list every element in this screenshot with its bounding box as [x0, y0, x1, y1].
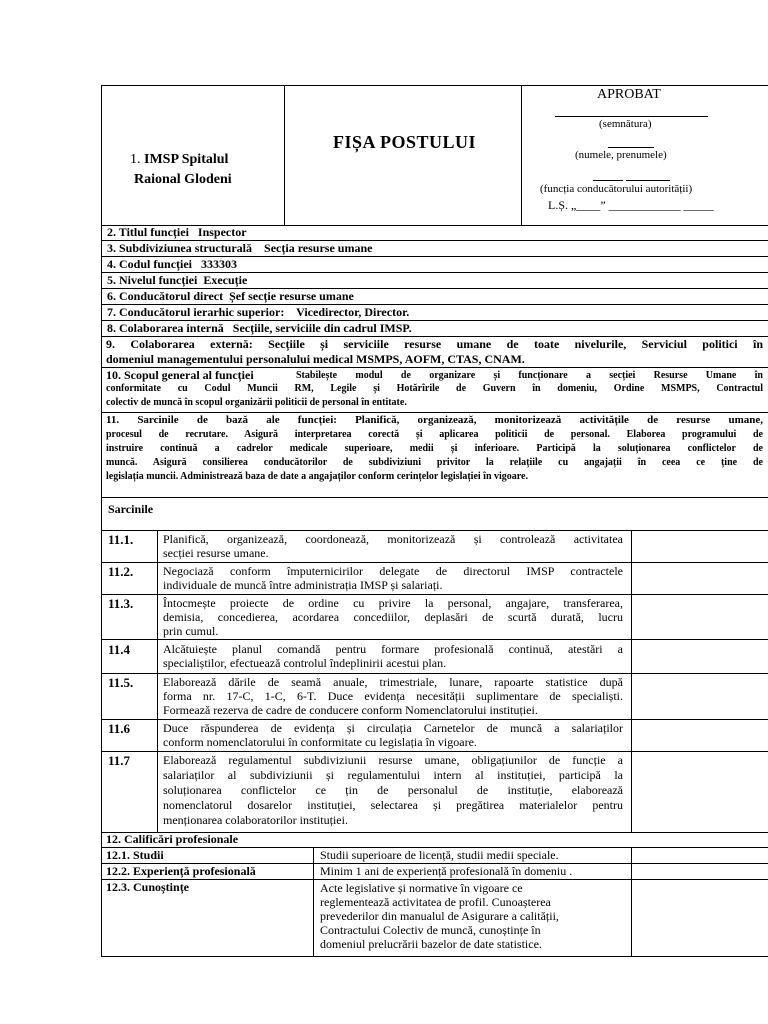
studies-label: 12.1. Studii	[106, 848, 164, 862]
function-line-2	[626, 180, 670, 181]
task-num-divider	[157, 530, 158, 832]
task-number: 11.4	[108, 642, 131, 657]
qualifications-header: 12. Calificări profesionale	[106, 832, 239, 846]
row-line	[101, 594, 768, 595]
task-number: 11.6	[108, 721, 131, 736]
names-line	[608, 147, 654, 148]
task-extra-divider	[631, 530, 632, 832]
experience-label: 12.2. Experiență profesională	[106, 864, 256, 878]
row-line	[101, 879, 768, 880]
institution-number: 1.	[130, 152, 141, 167]
task-number: 11.3.	[108, 596, 134, 611]
row-line	[101, 719, 768, 720]
signature-line	[555, 116, 708, 117]
table-border-bottom	[101, 956, 768, 957]
experience-value: Minim 1 ani de experiență profesională în domeniu .	[320, 864, 573, 878]
task-number: 11.5.	[108, 675, 134, 690]
row-direct-manager: 6. Conducătorul direct Șef secție resurse umane	[107, 289, 354, 303]
task-number: 11.1.	[108, 532, 134, 547]
row-superior-manager: 7. Conducătorul ierarhic superior: Vicedirector, Director.	[107, 305, 410, 319]
row-internal-collaboration: 8. Colaborarea internă Secțiile, serviciile din cadrul IMSP.	[107, 321, 412, 335]
row-job-title: 2. Titlul funcției Inspector	[107, 225, 247, 239]
approved-label: APROBAT	[597, 87, 661, 102]
studies-value: Studii superioare de licență, studii medii speciale.	[320, 848, 559, 862]
row-function-code: 4. Codul funcției 333303	[107, 257, 238, 271]
task-number: 11.7	[108, 753, 131, 768]
header-divider-1	[284, 85, 285, 225]
names-caption: (numele, prenumele)	[575, 149, 667, 161]
row-line	[101, 336, 768, 337]
signature-caption: (semnătura)	[599, 118, 652, 130]
row-line	[101, 412, 768, 413]
page-title: FIȘA POSTULUI	[333, 132, 477, 152]
tasks-header: Sarcinile	[108, 502, 154, 516]
stamp-date-line: L.Ș. „____” ____________ _____	[548, 198, 714, 212]
institution-name-line1: IMSP Spitalul	[144, 152, 229, 167]
row-line	[101, 673, 768, 674]
scope-label: 10. Scopul general al funcției	[106, 368, 254, 382]
row-line	[101, 562, 768, 563]
institution-name-line2: Raional Glodeni	[134, 172, 232, 187]
function-line-1	[593, 180, 623, 181]
table-border-top	[101, 85, 768, 86]
row-line	[101, 530, 768, 531]
row-function-level: 5. Nivelul funcției Execuție	[107, 273, 248, 287]
row-line	[101, 497, 768, 498]
table-border-left	[101, 85, 102, 957]
task-number: 11.2.	[108, 564, 134, 579]
knowledge-label: 12.3. Cunoștințe	[106, 880, 190, 894]
function-caption: (funcția conducătorului autorității)	[540, 183, 693, 195]
header-divider-2	[521, 85, 522, 225]
row-line	[101, 639, 768, 640]
row-line	[101, 751, 768, 752]
row-structural-subdivision: 3. Subdiviziunea structurală Secția resurse umane	[107, 241, 373, 255]
